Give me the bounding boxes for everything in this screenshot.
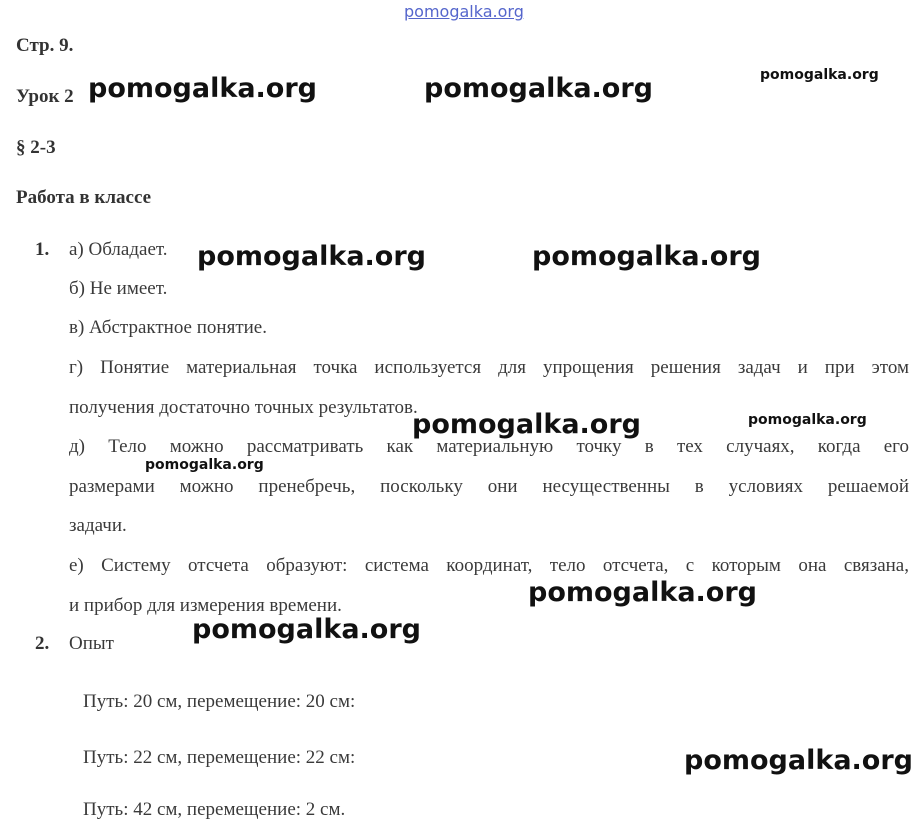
- task1-answer-g-line1: г) Понятие материальная точка используется для упрощения решения задач и при этом: [69, 357, 909, 378]
- watermark: pomogalka.org: [528, 577, 757, 608]
- task2-title: Опыт: [69, 633, 114, 654]
- watermark: pomogalka.org: [532, 241, 761, 272]
- header-watermark-link[interactable]: pomogalka.org: [404, 2, 524, 21]
- task1-answer-v: в) Абстрактное понятие.: [69, 317, 267, 338]
- page-number: Стр. 9.: [16, 35, 74, 56]
- task1-answer-e-line1: е) Систему отсчета образуют: система координат, тело отсчета, с которым она связана,: [69, 555, 909, 576]
- watermark: pomogalka.org: [760, 67, 879, 83]
- task1-answer-e-line2: и прибор для измерения времени.: [69, 595, 342, 616]
- task2-line3: Путь: 42 см, перемещение: 2 см.: [83, 799, 346, 820]
- work-title: Работа в классе: [16, 187, 152, 208]
- watermark: pomogalka.org: [88, 73, 317, 104]
- lesson-title: Урок 2: [16, 86, 74, 107]
- task2-number: 2.: [35, 633, 50, 654]
- task1-number: 1.: [35, 239, 50, 260]
- task1-answer-d-line1: д) Тело можно рассматривать как материальную точку в тех случаях, когда его: [69, 436, 909, 457]
- task1-answer-d-line2: размерами можно пренебречь, поскольку они несущественны в условиях решаемой: [69, 476, 909, 497]
- watermark: pomogalka.org: [748, 412, 867, 428]
- task1-answer-b: б) Не имеет.: [69, 278, 168, 299]
- watermark: pomogalka.org: [192, 614, 421, 645]
- task2-line2: Путь: 22 см, перемещение: 22 см:: [83, 747, 356, 768]
- watermark: pomogalka.org: [412, 409, 641, 440]
- task1-answer-g-line2: получения достаточно точных результатов.: [69, 397, 418, 418]
- watermark: pomogalka.org: [197, 241, 426, 272]
- watermark: pomogalka.org: [684, 745, 913, 776]
- watermark: pomogalka.org: [145, 457, 264, 473]
- task1-answer-a: а) Обладает.: [69, 239, 168, 260]
- task1-answer-d-line3: задачи.: [69, 515, 127, 536]
- watermark: pomogalka.org: [424, 73, 653, 104]
- task2-line1: Путь: 20 см, перемещение: 20 см:: [83, 691, 356, 712]
- section-title: § 2-3: [16, 137, 56, 158]
